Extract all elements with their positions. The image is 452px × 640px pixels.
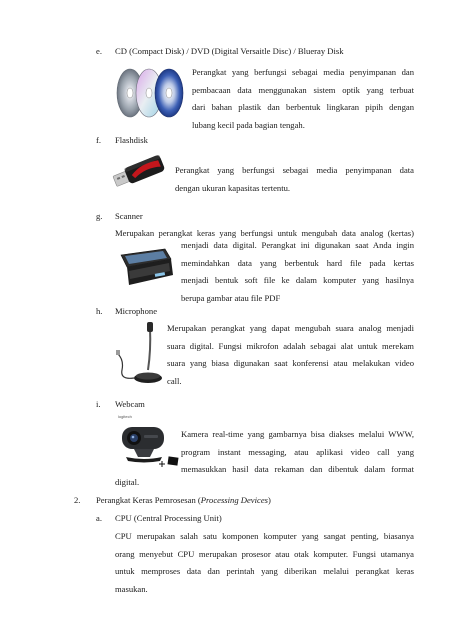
logitech-logo-text: logitech <box>118 414 132 419</box>
flashdisk-image <box>110 150 170 198</box>
webcam-image <box>116 413 186 471</box>
item-h-line: call. <box>167 375 182 386</box>
item-e-title: CD (Compact Disk) / DVD (Digital Versaitle Disc) / Blueray Disk <box>115 46 344 56</box>
item-i-line: memasukkan hasil data rekaman dan dibentuk dalam format <box>181 464 414 475</box>
item-e-line: Perangkat yang berfungsi sebagai media penyimpanan dan <box>192 67 414 77</box>
item-a-line: untuk memproses data dan perintah yang diberikan melalui perangkat keras <box>115 566 414 577</box>
item-i-line: program instant messaging, atau aplikasi video call yang <box>181 446 414 457</box>
item-g-title: Scanner <box>115 211 143 221</box>
item-a-description <box>115 528 414 598</box>
disc-3 <box>155 69 183 117</box>
item-a-line: orang menyebut CPU merupakan prosesor atau otak komputer. Fungsi utamanya <box>115 548 414 559</box>
item-e-line: lubang kecil pada bagian tengah. <box>192 119 305 130</box>
item-i-title: Webcam <box>115 399 145 409</box>
item-h-marker: h. <box>96 306 103 316</box>
item-f-description <box>175 162 414 197</box>
item-h-line: suara yang biasa digunakan saat konferensi atau melakukan video <box>167 358 414 369</box>
item-f-line: dengan ukuran kapasitas tertentu. <box>175 182 291 193</box>
item-f-title: Flashdisk <box>115 135 148 145</box>
item-g-line: menjadi bentuk soft file ke dalam komputer yang hasilnya <box>181 275 414 286</box>
item-i-line: Kamera real-time yang gambarnya bisa diakses melalui WWW, <box>181 429 414 439</box>
item-f-line: Perangkat yang berfungsi sebagai media penyimpanan data <box>175 165 414 175</box>
item-e-line: pembacaan data menggunakan sistem optik yang terbuat <box>192 84 414 95</box>
microphone-image <box>110 320 172 392</box>
item-h-description <box>167 320 414 390</box>
item-i-marker: i. <box>96 399 101 409</box>
section-2-heading: Perangkat Keras Pemrosesan (Processing Devices) <box>96 495 271 505</box>
item-i-line: digital. <box>115 477 140 487</box>
item-a-line: CPU merupakan salah satu komponen komputer yang sangat penting, biasanya <box>115 531 414 541</box>
item-g-marker: g. <box>96 211 103 221</box>
item-a-marker: a. <box>96 513 102 523</box>
item-e-line: dari bahan plastik dan berbentuk lingkaran pipih dengan <box>192 102 414 113</box>
item-g-line: memindahkan data yang berbentuk hard file pada kertas <box>181 257 414 268</box>
item-a-line: masukan. <box>115 583 148 594</box>
item-f-marker: f. <box>96 135 102 145</box>
item-e-marker: e. <box>96 46 102 56</box>
item-g-line: Merupakan perangkat keras yang berfungsi untuk mengubah data analog (kertas) <box>115 228 414 238</box>
item-g-line: menjadi data digital. Perangkat ini digunakan saat Anda ingin <box>181 240 414 250</box>
item-g-description <box>181 237 414 307</box>
item-a-title: CPU (Central Processing Unit) <box>115 513 222 523</box>
item-h-line: suara digital. Fungsi mikrofon adalah sebagai alat untuk merekam <box>167 340 414 351</box>
section-2-heading-italic: Processing Devices <box>200 495 268 505</box>
item-h-line: Merupakan perangkat yang dapat mengubah suara analog menjadi <box>167 323 414 333</box>
item-h-title: Microphone <box>115 306 158 316</box>
section-2-marker: 2. <box>74 495 81 505</box>
item-e-description <box>192 64 414 134</box>
item-i-description <box>181 426 414 479</box>
item-g-line: berupa gambar atau file PDF <box>181 292 281 303</box>
scanner-image <box>115 245 177 291</box>
cd-dvd-image <box>116 61 186 121</box>
